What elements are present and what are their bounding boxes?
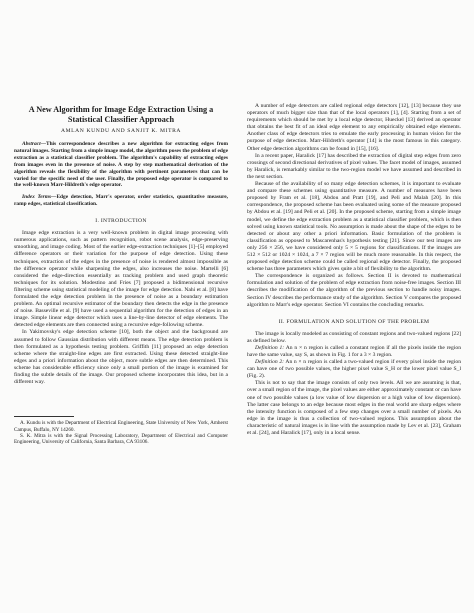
right-column	[247, 103, 461, 437]
index-terms-body: Edge detection, Marr's operator, order statistics, quantitative measure, ramp edges, statistical classification.	[14, 194, 228, 208]
title-line-1: A New Algorithm for Image Edge Extraction Using a	[28, 105, 214, 114]
paragraph: In a recent paper, Haralick [17] has described the extraction of digital step edges from zero crossings of second directional derivatives of pixel values. The facet model of images, assumed by Haralick, is remarkably similar to the two-region model we have assumed and described in the next section.	[247, 152, 461, 180]
definition-body: An n × n region is called a constant region if all the pixels inside the region have the same value, say S, as shown in Fig. 1 for a 3 × 3 region.	[247, 344, 461, 358]
index-terms	[14, 194, 228, 208]
paragraph: The image is locally modeled as consisting of constant regions and two-valued regions [22] as defined below.	[247, 330, 461, 344]
footnote: A. Kundu is with the Department of Electrical Engineering, State University of New York, Amherst Campus, Buffalo, NY 14260.	[14, 420, 228, 433]
left-column	[14, 103, 228, 446]
definition-2	[247, 359, 461, 380]
definition-body: An n × n region is called a two-valued region if every pixel inside the region can have one of two possible values, the higher pixel value S_H or the lower pixel value S_l (Fig. 2).	[247, 359, 461, 380]
definition-lead: Definition 2:	[255, 359, 285, 366]
paragraph: This is not to say that the image consists of only two levels. All we are assuming is that, over a small region of the image, the pixel values are either approximately constant or can have one of two possible values (a low value of low dispersion or a high value of low dispersion). The latter case belongs to an edge because most edges in the real world are sharp edges where the intensity function is composed of a few step changes over a small number of pixels. An edge in the image is thus a collection of two-valued regions. This assumption about the characteristic of natural images is in line with the assumption made by Lev et al. [23], Graham et al. [24], and Haralick [17], only in a local sense.	[247, 380, 461, 437]
paragraph: The correspondence is organized as follows. Section II is devoted to mathematical formulation and solution of the problem of edge extraction from noise-free images. Section III describes the modification of the algorithm of the previous section to handle noisy images. Section IV describes the performance study of the algorithm. Section V compares the proposed algorithm to Marr's edge operator. Section VI contains the concluding remarks.	[247, 273, 461, 308]
paragraph: In Yakimovsky's edge detection scheme [10], both the object and the background are assumed to follow Gaussian distribution with different means. The edge detection problem is then formulated as a hypothesis testing problem. Griffith [11] proposed an edge detection scheme where the straight-line edges are first extracted. Using these detected straight-line edges and a priori information about the object, more subtle edges are then determined. This scheme has considerable efficiency since only a small portion of the image is examined for finding the subtle details of the image. Our proposed scheme incorporates this idea, but in a different way.	[14, 329, 228, 386]
abstract-body: This correspondence describes a new algorithm for extracting edges from natural images. Starting from a simple image model, the algorithm poses the problem of edge extraction as a statistical classifier problem. The algorithm's capability of extracting edges from images even in the presence of noise. A step by step mathematical derivation of the algorithm reveals the flexibility of the algorithm with pertinent parameters that can be varied for the specific need of the user. Finally, the proposed edge operator is compared to the well-known Marr-Hildreth's edge operator.	[14, 141, 228, 189]
title-line-2: Statistical Classifier Approach	[67, 115, 175, 124]
paragraph: Image edge extraction is a very well-known problem in digital image processing with numerous applications, such as pattern recognition, robot scene analysis, edge-preserving smoothing, and image coding. Most of the earlier edge-extraction techniques [1]–[5] employed difference operators or their variation for the purpose of edge detection. Using these techniques, extraction of the edges in the presence of noise is rendered almost impossible as the difference operator while sharpening the edges, also increases the noise. Martelli [6] considered the edge-direction essentially as tracking problem and used graph theoretic techniques for its solution. Modestino and Fries [7] proposed a bidimensional recursive filtering scheme using statistical modeling of the image for edge detection. Nahi et al. [8] have formulated the edge detection problem in the presence of noise as a boundary estimation problem. An optimal recursive estimator of the boundary then detects the edge in the presence of noise. Basseville et al. [9] have used a sequential algorithm for the detection of edges in an image. Simple linear edge detector which uses a line-by-line detector of edge elements. The detected edge elements are then connected using a recursive edge-following scheme.	[14, 230, 228, 329]
footnote-divider	[14, 416, 74, 417]
section-heading-formulation: II. FORMULATION AND SOLUTION OF THE PROBLEM	[278, 318, 430, 325]
definition-1	[247, 345, 461, 359]
paragraph: Because of the availability of so many edge detection schemes, it is important to evaluate and compare these schemes using quantitative measure. A number of measures have been proposed by Fram et al. [18], Abdou and Pratt [19], and Peli and Malah [20]. In this correspondence, the proposed scheme has been evaluated using some of the measure proposed by Abdou et al. [19] and Peli et al. [20]. In the proposed scheme, starting from a simple image model, we define the edge extraction problem as a statistical classifier problem, which is then solved using known statistical tools. No assumption is made about the shape of the edges to be detected or about any other a priori information. Basic formulation of the problem is classification as opposed to Mascarenhas's hypothesis testing [21]. Since our test images are only 256 × 256, we have considered only 5 × 5 regions for classifications. If the images are 512 × 512 or 1024 × 1024, a 7 × 7 region will be much more reasonable. In this respect, the proposed edge detection scheme could be called regional edge detector. Finally, the proposed scheme has three parameters which gives quite a bit of flexibility to the algorithm.	[247, 181, 461, 273]
paper-title	[14, 105, 228, 125]
definition-lead: Definition 1:	[255, 344, 285, 351]
footnote: S. K. Mitra is with the Signal Processing Laboratory, Department of Electrical and Computer Engineering, University of California, Santa Barbara, CA 93106.	[14, 433, 228, 446]
section-heading-introduction: I. INTRODUCTION	[95, 218, 147, 225]
authors: AMLAN KUNDU AND SANJIT K. MITRA	[60, 128, 182, 134]
abstract	[14, 141, 228, 189]
paragraph: A number of edge detectors are called regional edge detectors [12], [13] because they use operators of much bigger size than that of the local operators [1], [4]. Starting from a set of requirements which should be met by a local edge detector, Hueckel [13] derived an operator that obtains the best fit of an ideal edge element to any empirically obtained edge elements. Another class of edge detectors tries to emulate the early processing in human vision for the purpose of edge detection. Marr-Hildreth's operator [14] is the most famous in this category. Other edge detection algorithms can be found in [15], [16].	[247, 103, 461, 152]
index-terms-lead: Index Terms—	[22, 194, 57, 201]
abstract-lead: Abstract—	[22, 141, 46, 147]
